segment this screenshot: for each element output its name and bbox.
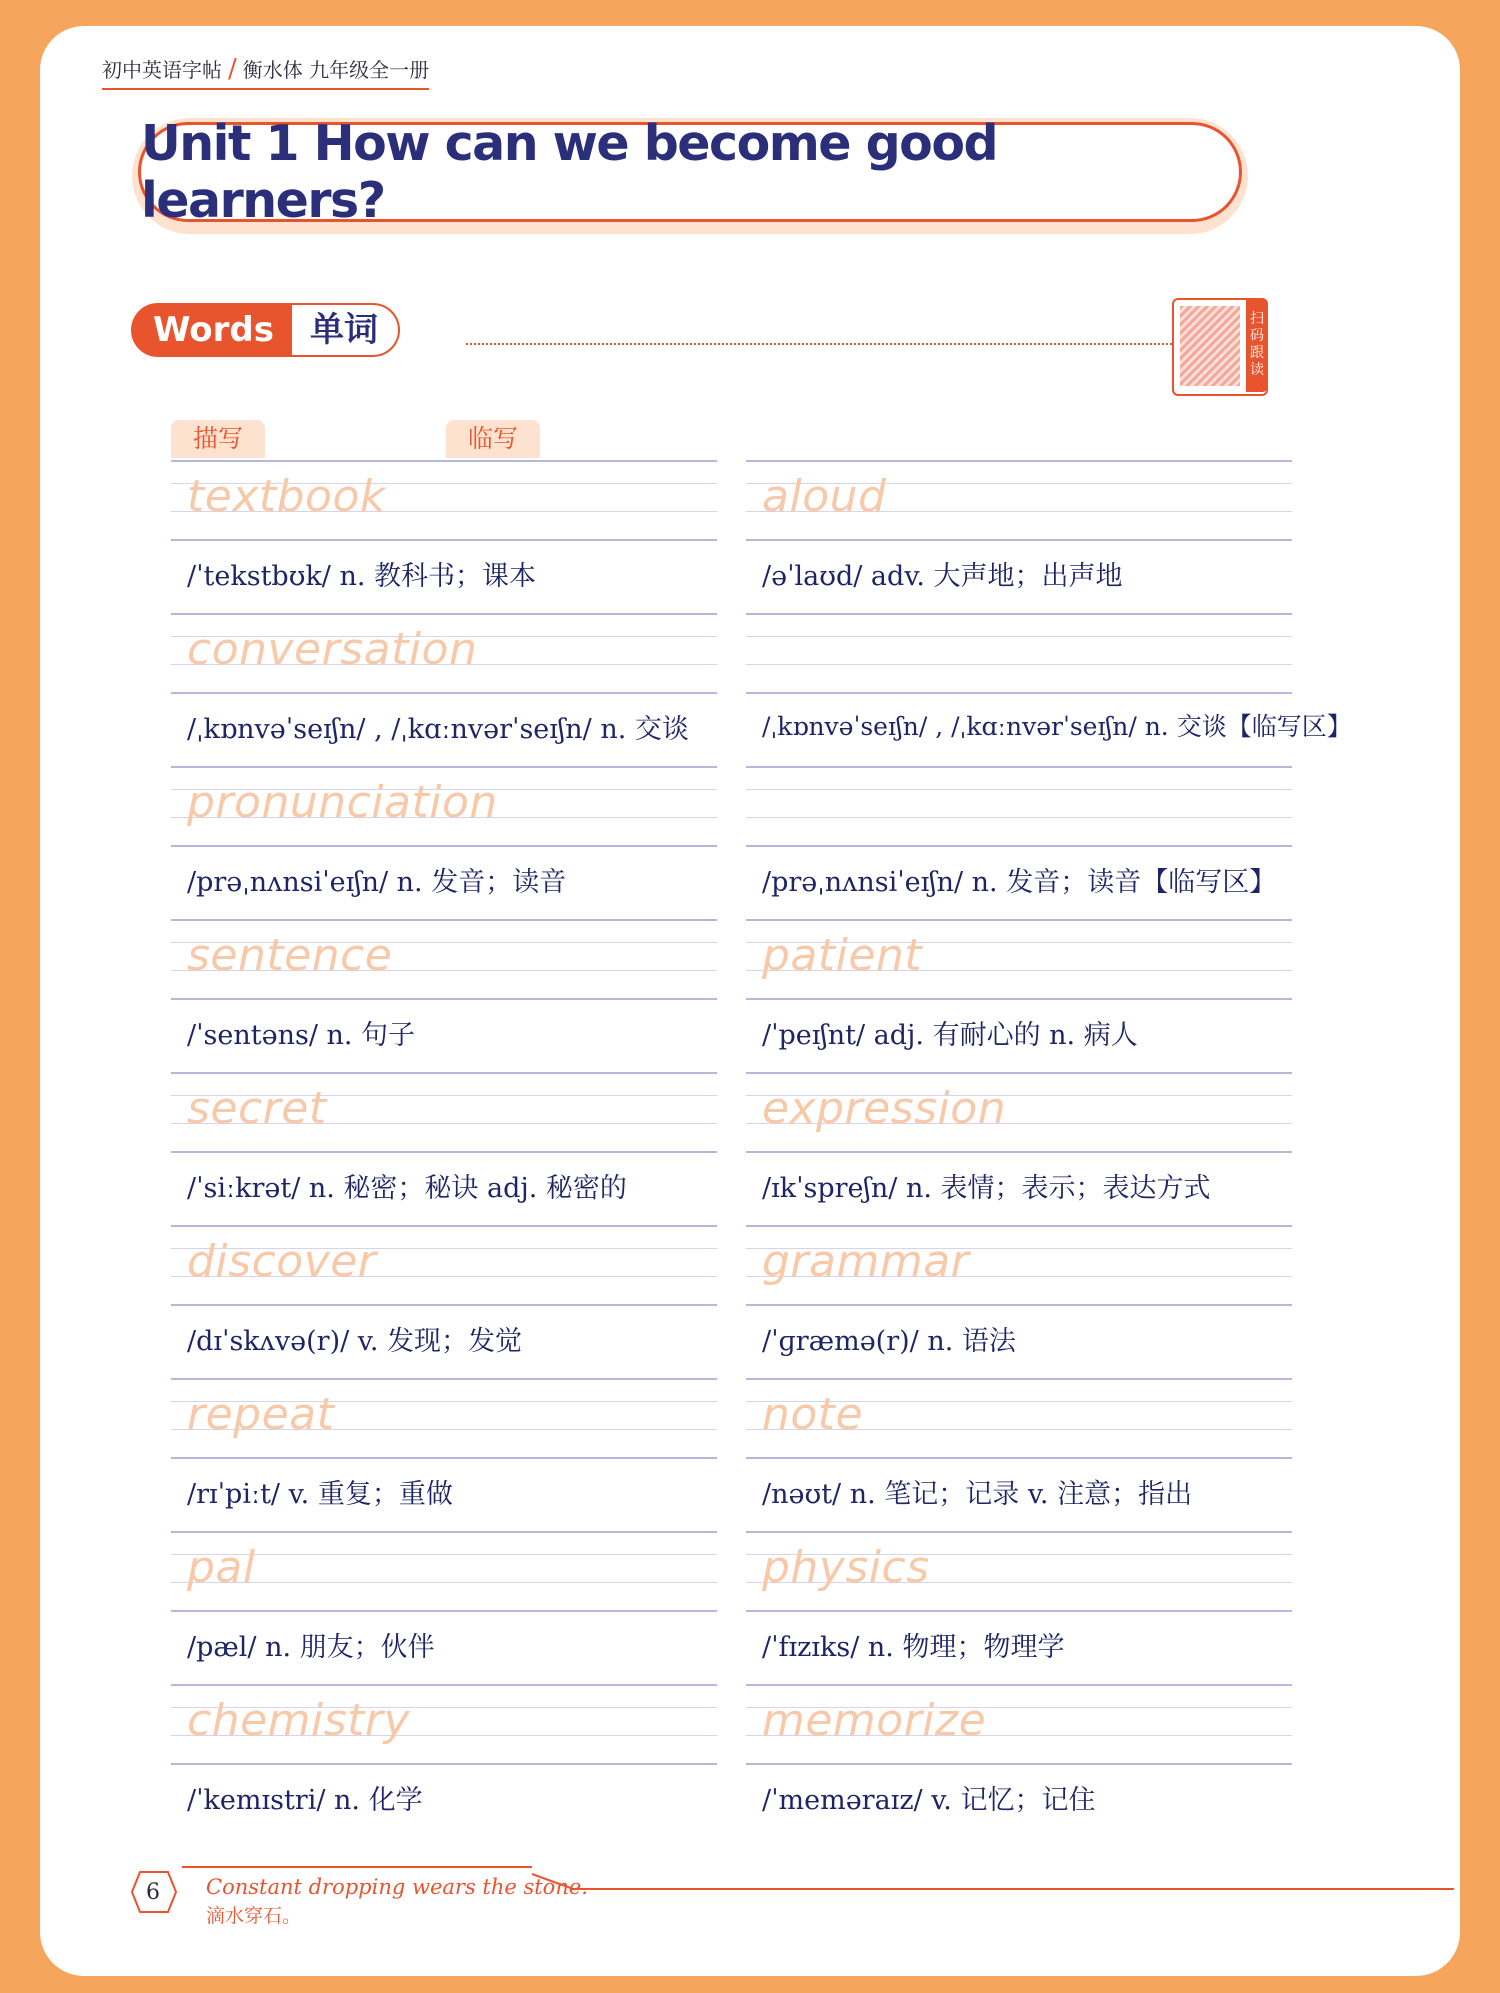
trace-word: sentence [187,930,393,981]
footer-rule [182,1866,532,1868]
word-entry [746,1070,1292,1223]
word-entry [171,611,717,764]
dotted-divider [466,343,1172,345]
trace-word: pal [187,1542,256,1593]
word-entry [171,1529,717,1682]
qr-tag [1246,298,1268,392]
word-definition: /nəʊt/ n. 笔记；记录 v. 注意；指出 [762,1479,1193,1510]
copy-column-tag: 临写 [446,420,540,458]
trace-word: patient [762,930,923,981]
word-definition: /pæl/ n. 朋友；伙伴 [187,1632,435,1663]
page-number-badge [128,1870,178,1914]
qr-tag-char: 码 [1250,328,1264,344]
section-label-en: Words [131,303,302,357]
qr-tag-char: 跟 [1250,345,1264,361]
trace-word: grammar [762,1236,970,1287]
slash-divider: / [228,53,237,84]
word-definition: /prəˌnʌnsiˈeɪʃn/ n. 发音；读音【临写区】 [762,867,1277,898]
word-entry [746,611,1352,764]
writing-lines[interactable] [746,764,1292,849]
word-entry [746,764,1292,917]
word-definition: /ˈtekstbʊk/ n. 教科书；课本 [187,561,537,592]
trace-word: aloud [762,471,887,522]
qr-tag-char: 扫 [1250,311,1264,327]
trace-column-tag: 描写 [171,420,265,458]
footer-rule-long [570,1888,1454,1890]
word-definition: /ɪkˈspreʃn/ n. 表情；表示；表达方式 [762,1173,1211,1204]
unit-title: Unit 1 How can we become good learners? [138,122,1242,222]
word-definition: /ˈfɪzɪks/ n. 物理；物理学 [762,1632,1065,1663]
book-subtitle: 衡水体 九年级全一册 [242,58,430,82]
trace-word: chemistry [187,1695,411,1746]
trace-word: expression [762,1083,1007,1134]
word-definition: /ˈkemɪstri/ n. 化学 [187,1785,423,1816]
word-entry [746,1223,1292,1376]
right-word-column [746,458,1352,1835]
word-definition: /prəˌnʌnsiˈeɪʃn/ n. 发音；读音 [187,867,567,898]
word-definition: /ˈsentəns/ n. 句子 [187,1020,416,1051]
quote-zh: 滴水穿石。 [206,1905,302,1927]
word-definition: /ˈɡræmə(r)/ n. 语法 [762,1326,1016,1357]
word-entry [746,458,1292,611]
trace-word: memorize [762,1695,987,1746]
quote-en: Constant dropping wears the stone. [206,1875,588,1899]
trace-word: note [762,1389,864,1440]
word-entry [746,1529,1292,1682]
word-entry [171,1376,717,1529]
trace-word: conversation [187,624,478,675]
word-entry [171,1223,717,1376]
qr-pattern [1180,306,1240,386]
trace-word: secret [187,1083,327,1134]
section-label-zh: 单词 [292,303,400,357]
book-series: 初中英语字帖 [102,58,222,82]
unit-title-banner [132,115,1248,234]
writing-lines[interactable] [746,611,1292,696]
word-definition: /dɪˈskʌvə(r)/ v. 发现；发觉 [187,1326,523,1357]
trace-word: repeat [187,1389,335,1440]
word-definition: /ˈpeɪʃnt/ adj. 有耐心的 n. 病人 [762,1020,1138,1051]
word-entry [746,1376,1292,1529]
word-definition: /ˌkɒnvəˈseɪʃn/ , /ˌkɑːnvərˈseɪʃn/ n. 交谈 [187,714,689,745]
word-definition: /əˈlaʊd/ adv. 大声地；出声地 [762,561,1123,592]
word-entry [171,1070,717,1223]
book-header [102,54,429,90]
trace-word: pronunciation [187,777,498,828]
qr-tag-char: 读 [1250,362,1264,378]
trace-word: discover [187,1236,377,1287]
word-definition: /ˌkɒnvəˈseɪʃn/ , /ˌkɑːnvərˈseɪʃn/ n. 交谈【临写区】 [762,712,1352,741]
word-entry [171,458,717,611]
trace-word: physics [762,1542,930,1593]
page-number: 6 [146,1879,160,1905]
word-definition: /ˈsiːkrət/ n. 秘密；秘诀 adj. 秘密的 [187,1173,627,1204]
section-label [131,302,400,358]
qr-code[interactable] [1172,298,1268,396]
word-definition: /ˈmeməraɪz/ v. 记忆；记住 [762,1785,1096,1816]
word-entry [746,917,1292,1070]
word-entry [171,1682,717,1835]
word-entry [746,1682,1292,1835]
trace-word: textbook [187,471,386,522]
footer-quote [206,1875,588,1928]
word-definition: /rɪˈpiːt/ v. 重复；重做 [187,1479,453,1510]
word-entry [171,764,717,917]
left-word-column [171,458,717,1835]
word-entry [171,917,717,1070]
